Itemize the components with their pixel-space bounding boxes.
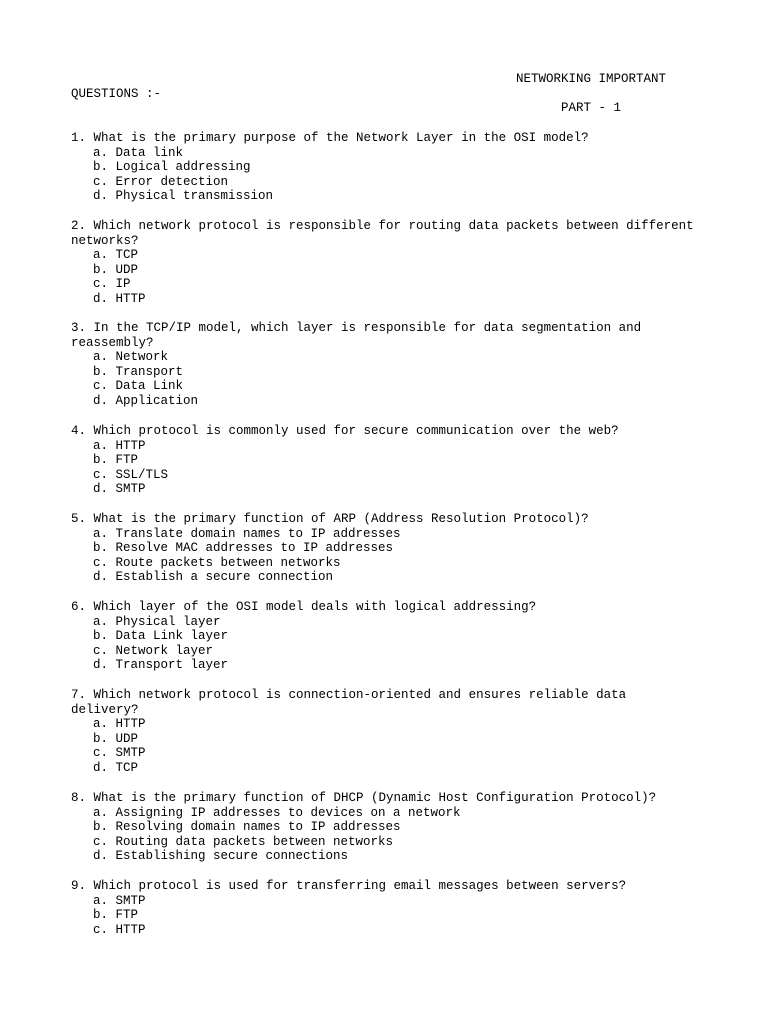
answer-option: a. SMTP [93,893,146,908]
answer-option: a. Physical layer [93,614,221,629]
answer-option: d. SMTP [93,482,146,497]
document-title: NETWORKING IMPORTANT [516,72,667,86]
answer-option: a. TCP [93,248,139,263]
answer-option: c. Routing data packets between networks [93,834,394,849]
question-item [71,131,711,204]
answer-option: b. Resolve MAC addresses to IP addresses [93,541,394,556]
question-item [71,879,711,937]
answer-option: b. Transport [93,364,184,379]
answer-option: d. TCP [93,760,139,775]
question-text: 5. What is the primary function of ARP (Address Resolution Protocol)? [71,512,589,526]
question-item [71,512,711,585]
answer-option: d. Transport layer [93,658,229,673]
question-item [71,321,711,409]
question-text: 6. Which layer of the OSI model deals with logical addressing? [71,600,537,614]
question-text: 8. What is the primary function of DHCP (Dynamic Host Configuration Protocol)? [71,791,657,805]
answer-option: c. SMTP [93,746,146,761]
question-text: 1. What is the primary purpose of the Network Layer in the OSI model? [71,131,589,145]
answer-option: a. Network [93,350,169,365]
part-label: PART - 1 [561,101,622,115]
answer-option: d. Establish a secure connection [93,570,334,585]
question-text: 4. Which protocol is commonly used for secure communication over the web? [71,424,619,438]
answer-option: a. HTTP [93,438,146,453]
answer-option: d. Application [93,393,199,408]
questions-label: QUESTIONS :- [71,87,162,101]
answer-option: b. Resolving domain names to IP addresses [93,820,401,835]
answer-option: a. Translate domain names to IP addresses [93,526,401,541]
answer-option: d. Physical transmission [93,189,274,204]
question-text: 7. Which network protocol is connection-oriented and ensures reliable data delivery? [71,688,627,717]
answer-option: b. Logical addressing [93,160,251,175]
question-text: 3. In the TCP/IP model, which layer is responsible for data segmentation and reassembly? [71,321,642,350]
answer-option: a. Data link [93,145,184,160]
question-text: 9. Which protocol is used for transferring email messages between servers? [71,879,627,893]
question-item [71,424,711,497]
answer-options [71,806,711,864]
answer-option: c. Route packets between networks [93,555,341,570]
answer-option: a. Assigning IP addresses to devices on a network [93,805,461,820]
answer-options [71,894,711,938]
answer-option: c. HTTP [93,922,146,937]
answer-option: c. IP [93,277,131,292]
answer-option: c. SSL/TLS [93,467,169,482]
answer-options [71,527,711,585]
question-item [71,600,711,673]
answer-option: c. Data Link [93,379,184,394]
answer-options [71,146,711,204]
question-text: 2. Which network protocol is responsible for routing data packets between different networks? [71,219,694,248]
answer-option: d. HTTP [93,291,146,306]
answer-options [71,439,711,497]
answer-option: b. UDP [93,262,139,277]
answer-option: b. FTP [93,908,139,923]
answer-options [71,248,711,306]
answer-option: b. Data Link layer [93,629,229,644]
answer-option: d. Establishing secure connections [93,849,349,864]
answer-option: b. UDP [93,731,139,746]
answer-option: a. HTTP [93,717,146,732]
answer-options [71,615,711,673]
question-item [71,791,711,864]
answer-option: c. Network layer [93,643,214,658]
question-item [71,219,711,307]
question-item [71,688,711,776]
answer-option: b. FTP [93,453,139,468]
answer-options [71,350,711,408]
answer-options [71,717,711,775]
answer-option: c. Error detection [93,174,229,189]
